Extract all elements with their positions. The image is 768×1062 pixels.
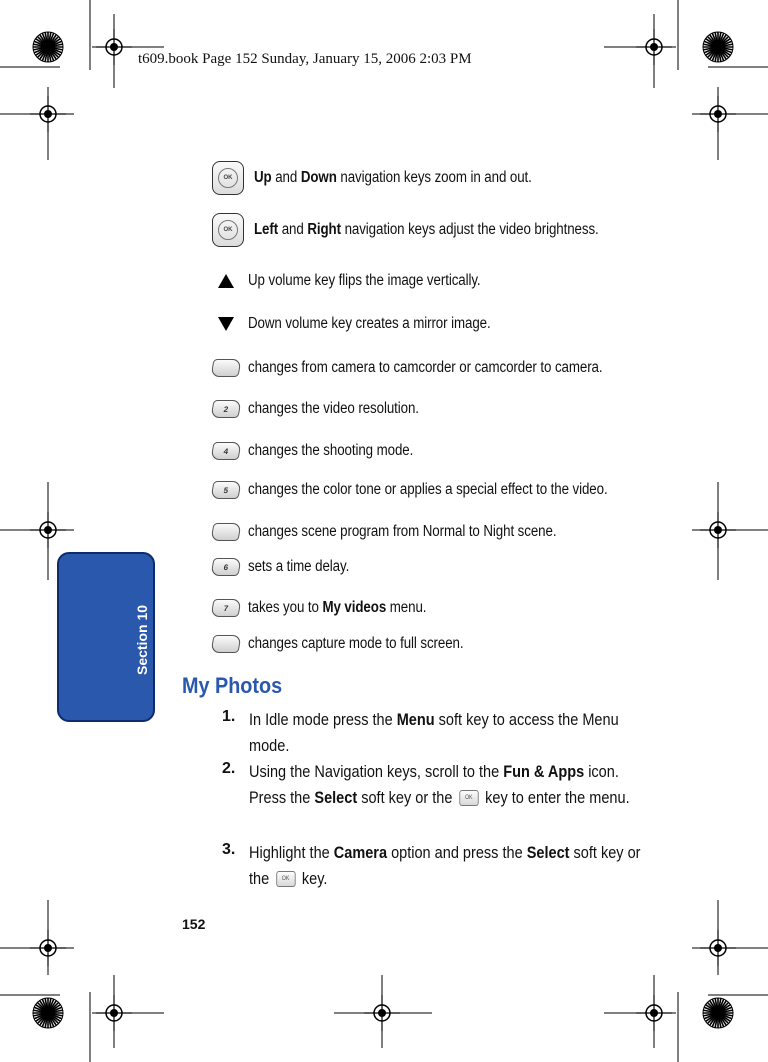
key-4-icon: 4	[210, 442, 241, 460]
section-tab-label: Section 10	[134, 604, 150, 676]
key-row-mirror: Down volume key creates a mirror image.	[212, 312, 530, 336]
key-2-icon: 2	[210, 400, 241, 418]
key-row-mode-switch: changes from camera to camcorder or camcorder to camera.	[212, 356, 660, 380]
key-row-brightness: OK Left and Right navigation keys adjust the video brightness.	[212, 218, 655, 242]
section-heading: My Photos	[182, 673, 283, 698]
key-row-resolution: 2 changes the video resolution.	[212, 397, 447, 421]
volume-up-icon	[212, 273, 240, 289]
step-text: In Idle mode press the Menu soft key to access the Menu mode.	[249, 711, 619, 755]
key-5-icon: 5	[210, 481, 241, 499]
step-number: 1.	[222, 708, 236, 725]
step-number: 3.	[222, 841, 236, 858]
key-7-icon: 7	[210, 599, 241, 617]
key-row-shooting-mode: 4 changes the shooting mode.	[212, 439, 440, 463]
page-number: 152	[182, 916, 206, 932]
print-stamp: t609.book Page 152 Sunday, January 15, 2006 2:03 PM	[138, 51, 472, 67]
soft-key-icon	[210, 523, 241, 541]
key-row-zoom: OK Up and Down navigation keys zoom in and out.	[212, 166, 577, 190]
ok-key-icon: OK	[276, 871, 295, 887]
soft-key-icon	[210, 359, 241, 377]
key-row-timer: 6 sets a time delay.	[212, 555, 366, 579]
key-6-icon: 6	[210, 558, 241, 576]
step-number: 2.	[222, 760, 236, 777]
key-row-flip: Up volume key flips the image vertically.	[212, 269, 518, 293]
step-text: Highlight the Camera option and press the Select soft key or the OK key.	[249, 844, 641, 888]
soft-key-icon	[210, 635, 241, 653]
step-text: Using the Navigation keys, scroll to the Fun & Apps icon. Press the Select soft key or the OK key to enter the menu.	[249, 763, 630, 807]
navigation-key-icon: OK	[212, 161, 244, 195]
key-row-color-tone: 5 changes the color tone or applies a special effect to the video.	[212, 478, 666, 502]
volume-down-icon	[212, 316, 240, 332]
navigation-key-icon: OK	[212, 213, 244, 247]
key-row-my-videos: 7 takes you to My videos menu.	[212, 596, 455, 620]
key-row-full-screen: changes capture mode to full screen.	[212, 632, 499, 656]
ok-key-icon: OK	[459, 790, 478, 806]
key-row-scene: changes scene program from Normal to Night scene.	[212, 520, 607, 544]
